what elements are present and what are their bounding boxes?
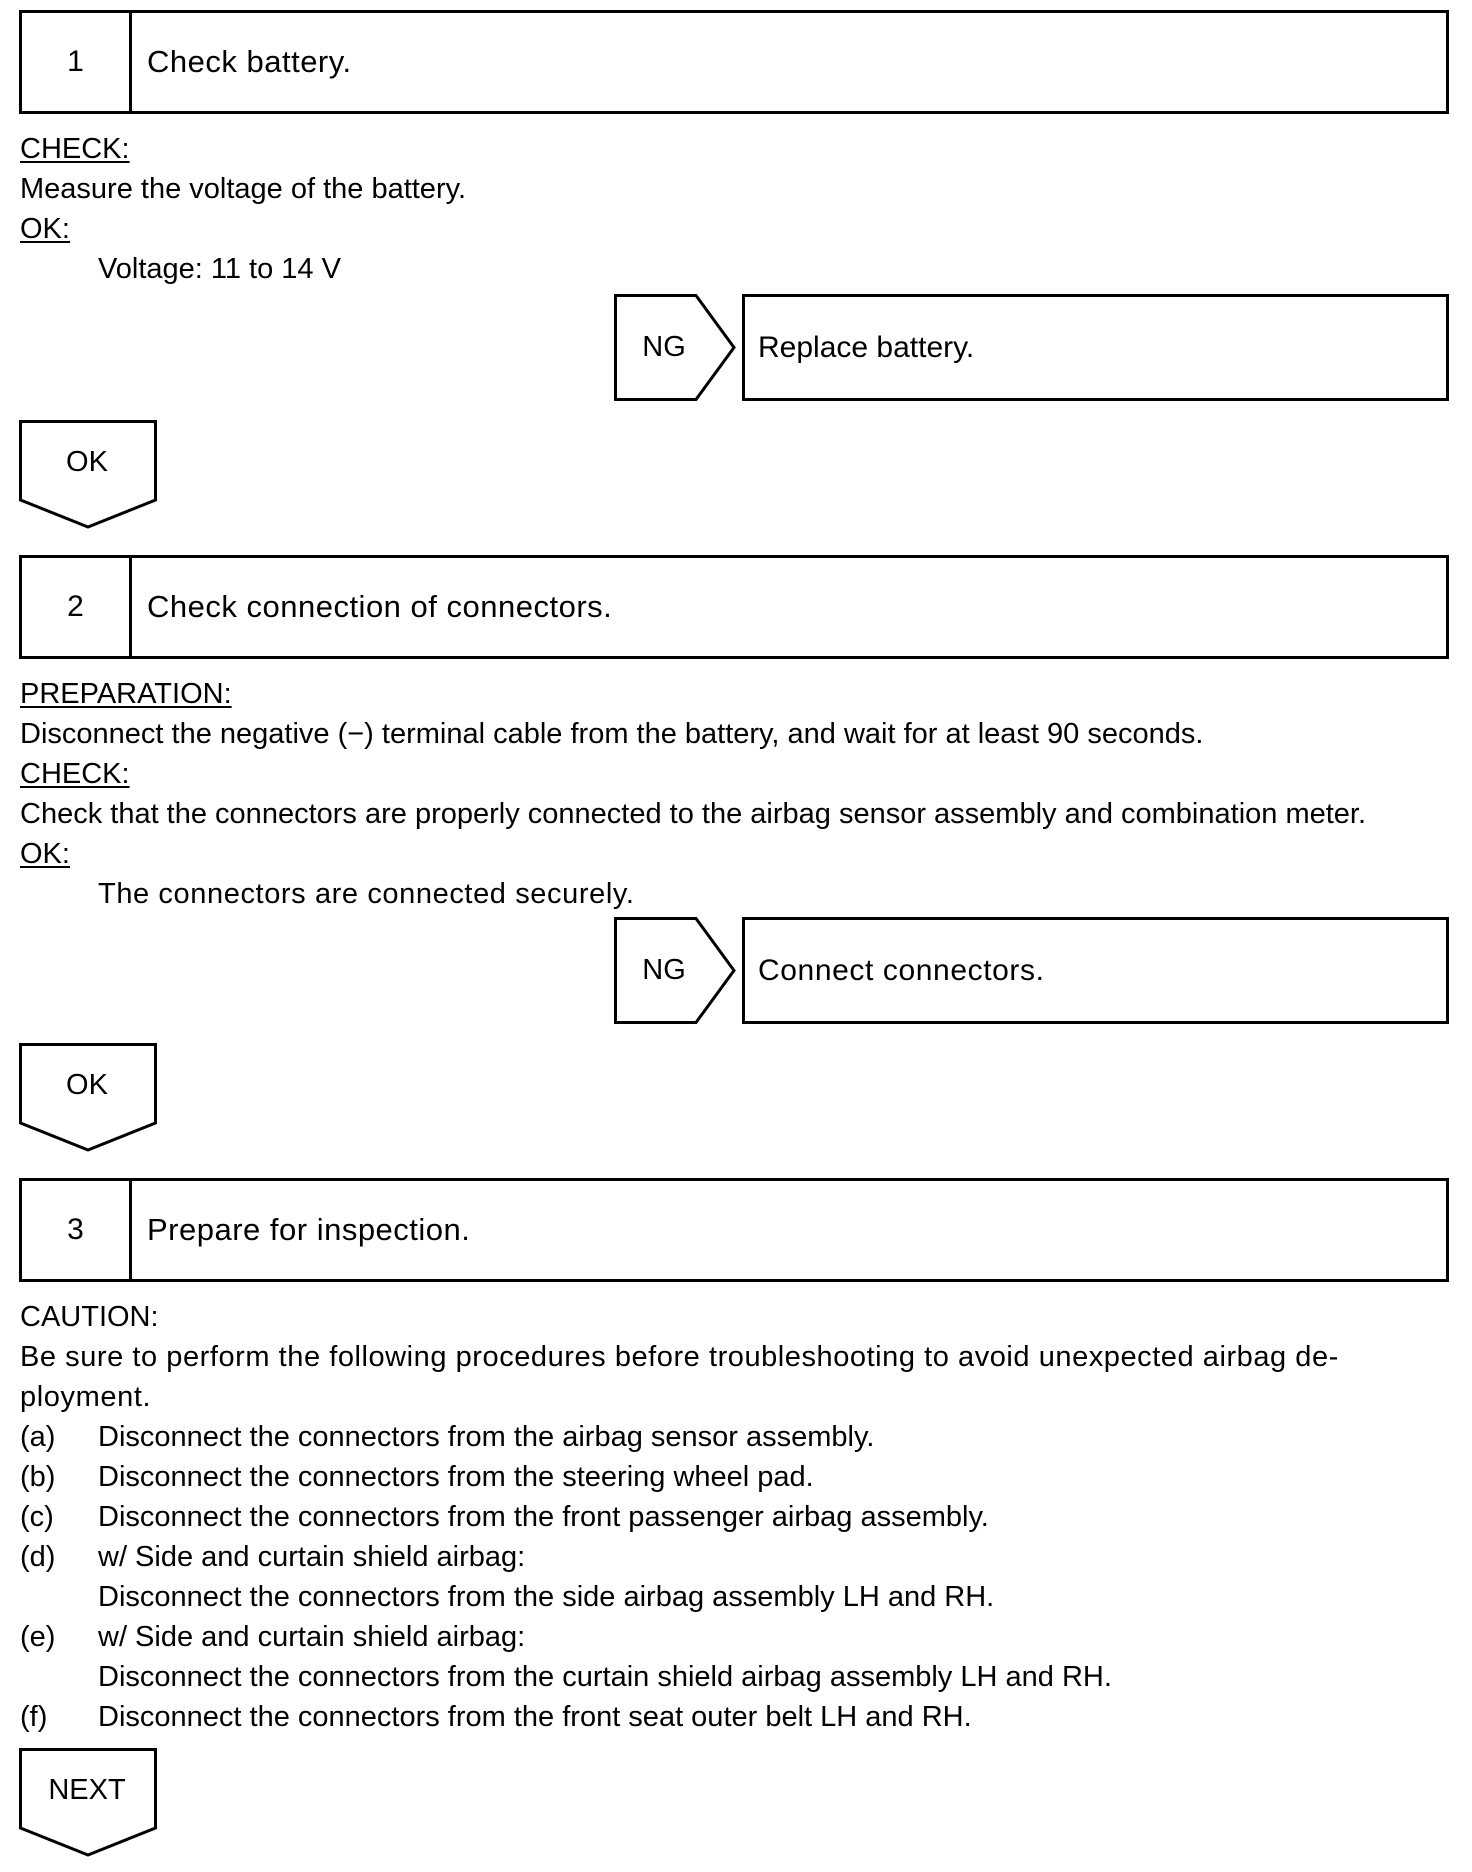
step-2-box — [19, 555, 1449, 659]
step-2-ok-tag — [19, 1043, 157, 1153]
step-3-next-label: NEXT — [48, 1773, 126, 1806]
list-item-marker: (e) — [20, 1621, 56, 1653]
list-item-text: w/ Side and curtain shield airbag: — [98, 1541, 526, 1573]
step-2-ok-tag-label: OK — [66, 1068, 108, 1101]
list-item-marker: (d) — [20, 1541, 56, 1573]
list-item-marker: (a) — [20, 1421, 56, 1453]
step-3-caution-label: CAUTION: — [20, 1301, 159, 1333]
step-1-ng-action-box — [742, 294, 1449, 401]
list-item-text: Disconnect the connectors from the front seat outer belt LH and RH. — [98, 1701, 972, 1733]
step-1-ok-text: Voltage: 11 to 14 V — [98, 253, 341, 285]
step-2-preparation-text: Disconnect the negative (−) terminal cable from the battery, and wait for at least 90 seconds. — [20, 718, 1204, 750]
step-3-caution-line-2: ployment. — [20, 1381, 152, 1413]
list-item-text: Disconnect the connectors from the steering wheel pad. — [98, 1461, 814, 1493]
step-3-title: Prepare for inspection. — [147, 1212, 471, 1247]
step-1-title: Check battery. — [147, 44, 352, 79]
step-2-ng-action-box — [742, 917, 1449, 1024]
list-item-marker: (c) — [20, 1501, 54, 1533]
step-2-preparation-label: PREPARATION: — [20, 678, 232, 710]
step-1-ok-label: OK: — [20, 213, 70, 245]
step-1-ng-action: Replace battery. — [758, 330, 975, 364]
step-2-ng-tag — [614, 917, 738, 1024]
step-1-check-label: CHECK: — [20, 133, 130, 165]
step-3-number: 3 — [22, 1181, 132, 1279]
list-item-subtext: Disconnect the connectors from the side airbag assembly LH and RH. — [98, 1581, 995, 1613]
step-3-box — [19, 1178, 1449, 1282]
step-2-ng-action: Connect connectors. — [758, 953, 1045, 987]
step-1-ng-tag — [614, 294, 738, 401]
list-item-text: Disconnect the connectors from the front passenger airbag assembly. — [98, 1501, 989, 1533]
step-2-ok-label: OK: — [20, 838, 70, 870]
step-3-next-tag — [19, 1748, 157, 1858]
list-item-marker: (f) — [20, 1701, 48, 1733]
step-2-ok-text: The connectors are connected securely. — [98, 878, 635, 910]
step-3-caution-line-1: Be sure to perform the following procedures before troubleshooting to avoid unexpected airbag de- — [20, 1341, 1339, 1373]
step-2-ng-label: NG — [642, 954, 686, 986]
step-2-check-label: CHECK: — [20, 758, 130, 790]
list-item-marker: (b) — [20, 1461, 56, 1493]
step-1-box — [19, 10, 1449, 114]
step-2-number: 2 — [22, 558, 132, 656]
list-item-subtext: Disconnect the connectors from the curtain shield airbag assembly LH and RH. — [98, 1661, 1112, 1693]
step-1-ok-tag — [19, 420, 157, 530]
step-2-check-text: Check that the connectors are properly connected to the airbag sensor assembly and combination meter. — [20, 798, 1367, 830]
list-item-text: w/ Side and curtain shield airbag: — [98, 1621, 526, 1653]
step-1-ng-label: NG — [642, 331, 686, 363]
step-1-number: 1 — [22, 13, 132, 111]
step-2-title: Check connection of connectors. — [147, 589, 613, 624]
list-item-text: Disconnect the connectors from the airbag sensor assembly. — [98, 1421, 875, 1453]
step-1-check-text: Measure the voltage of the battery. — [20, 173, 467, 205]
step-1-ok-tag-label: OK — [66, 445, 108, 478]
